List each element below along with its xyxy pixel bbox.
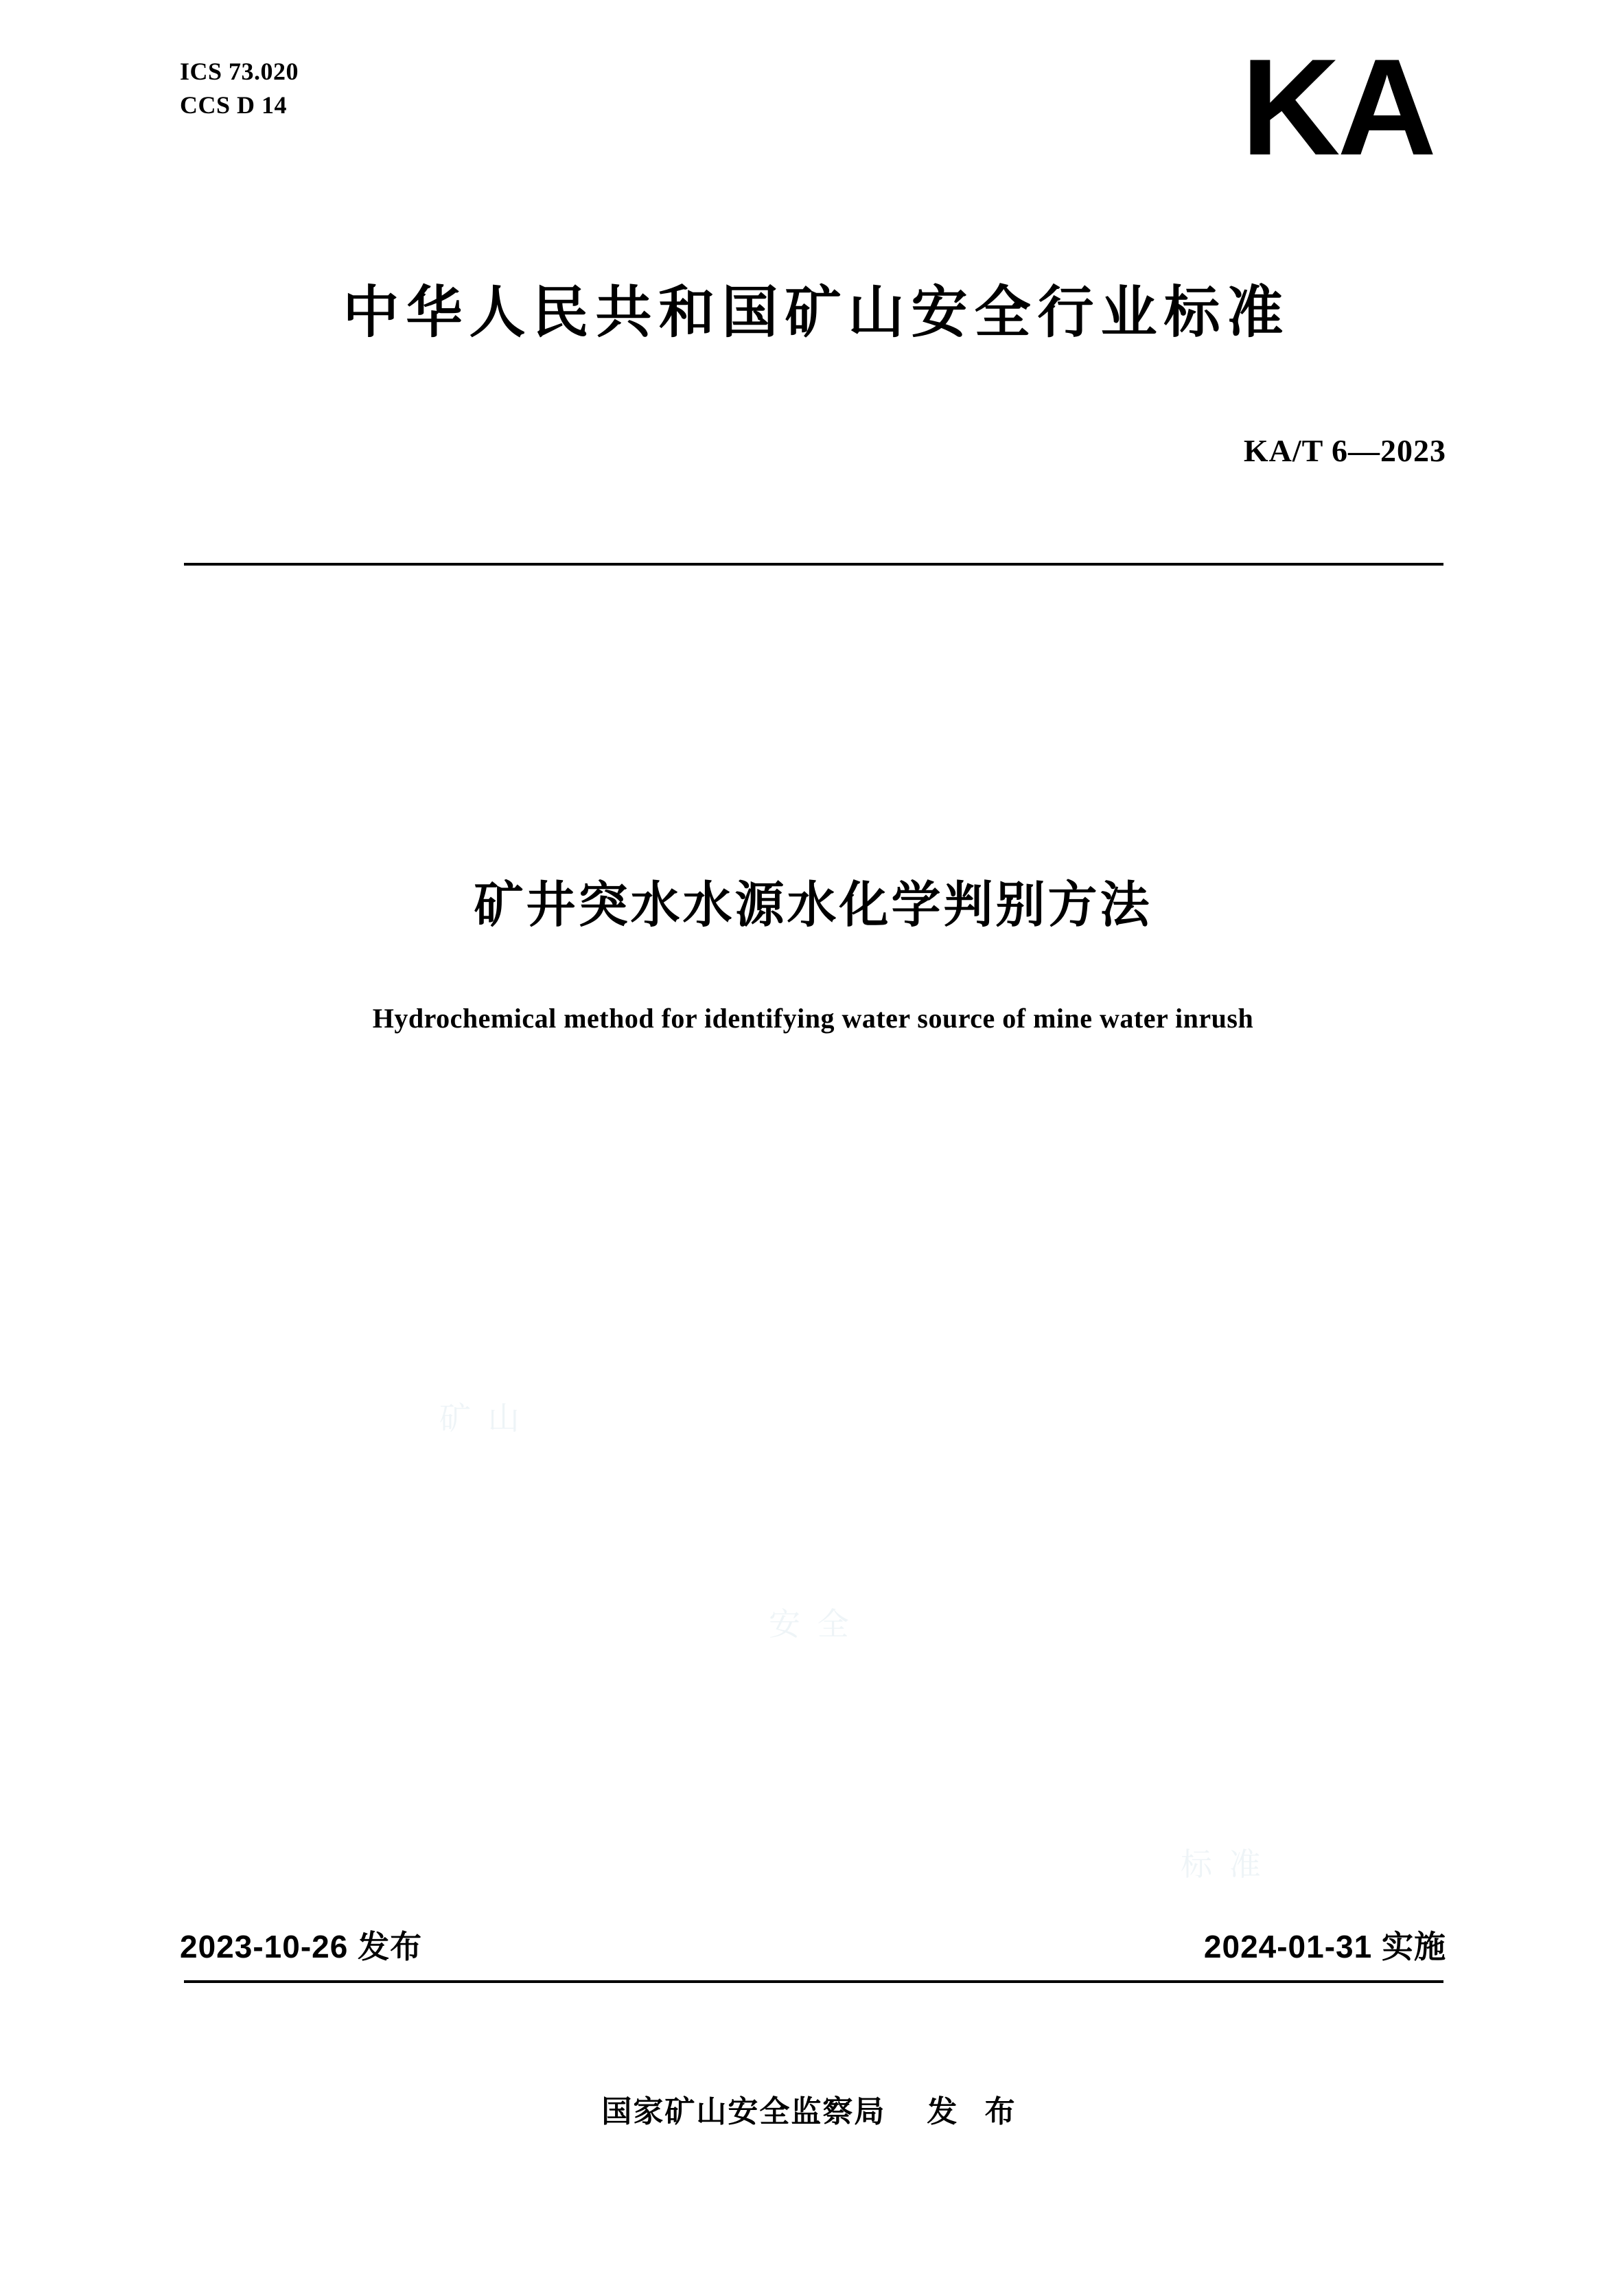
- issuer-name: 国家矿山安全监察局: [601, 2095, 886, 2129]
- ics-code: ICS 73.020: [180, 58, 299, 85]
- ccs-code: CCS D 14: [180, 91, 288, 119]
- header: [180, 31, 1446, 184]
- classification-codes: [180, 49, 299, 121]
- ka-logo: KA: [1241, 31, 1434, 184]
- document-title-chinese: 矿井突水水源水化学判别方法: [474, 878, 1152, 933]
- divider-top: [184, 563, 1443, 566]
- issuer-line: [180, 2087, 1446, 2131]
- watermark-text-1: 矿 山: [439, 1400, 524, 1436]
- publish-date: 2023-10-26 发布: [180, 1929, 423, 1964]
- issuing-organization-title: 中华人民共和国矿山安全行业标准: [343, 281, 1290, 344]
- watermark-text-3: 标 准: [1181, 1846, 1265, 1882]
- watermark-text-2: 安 全: [769, 1606, 853, 1642]
- implementation-date: 2024-01-31 实施: [1203, 1929, 1446, 1964]
- dates-row: [180, 1922, 1446, 1967]
- divider-bottom: [184, 1980, 1443, 1983]
- standard-number: KA/T 6—2023: [1243, 433, 1446, 468]
- document-title-english: Hydrochemical method for identifying water source of mine water inrush: [372, 1003, 1254, 1034]
- issuer-verb: 发 布: [927, 2095, 1025, 2129]
